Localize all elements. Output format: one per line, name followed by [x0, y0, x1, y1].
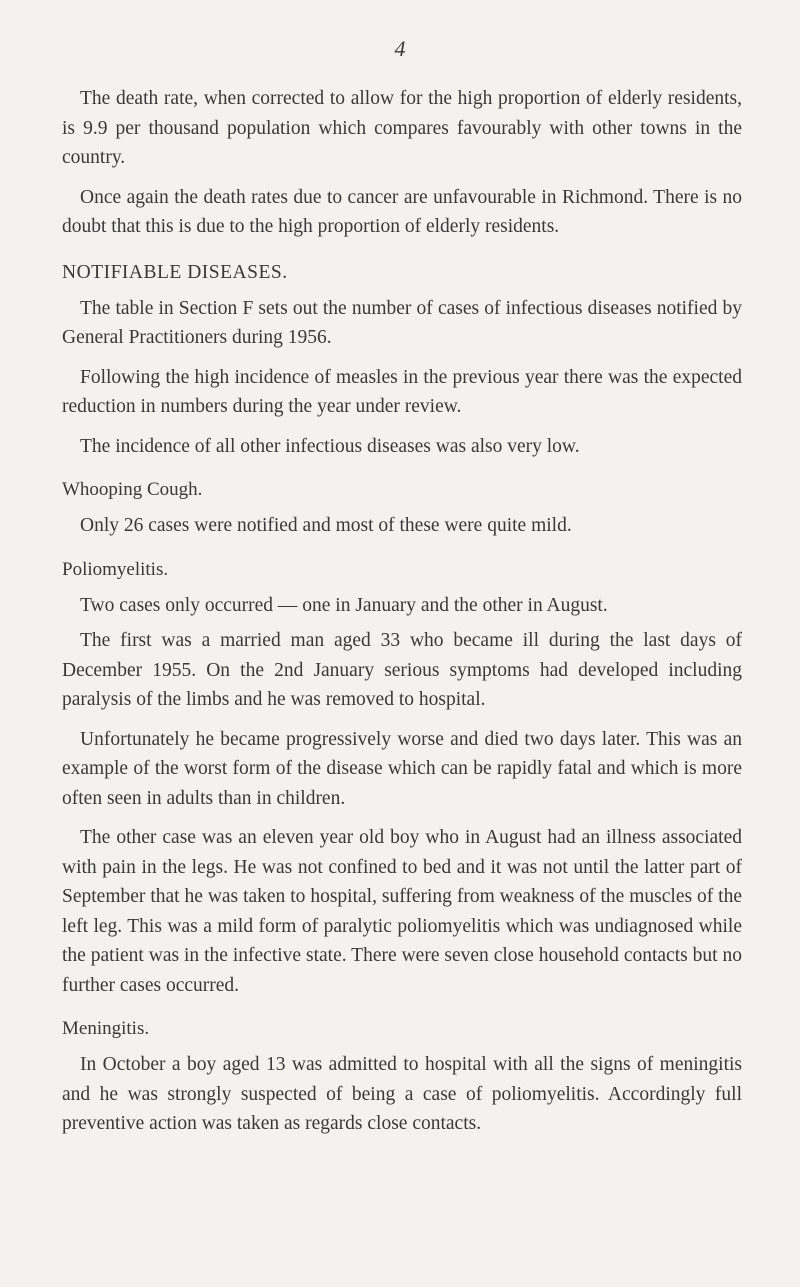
- subheading-poliomyelitis: Poliomyelitis.: [62, 558, 169, 580]
- intro-paragraph-cancer: Once again the death rates due to cancer are unfavourable in Richmond. There is no doubt that this is due to the high proportion of elderly residents.: [62, 186, 742, 237]
- polio-paragraph-first-case: The first was a married man aged 33 who became ill during the last days of December 1955. On the 2nd January serious symptoms had developed including paralysis of the limbs and he was removed to hospital.: [62, 630, 742, 710]
- polio-paragraph-second-case: The other case was an eleven year old boy who in August had an illness associated with pain in the legs. He was not confined to bed and it was not until the latter part of September that he was taken to hospital, suffering from weakness of the muscles of the left leg. This was a mild form of paralytic poliomyelitis which was undiagnosed while the patient was in the infective state. There were seven close household contacts but no further cases occurred.: [62, 827, 742, 996]
- whooping-cough-paragraph: Only 26 cases were notified and most of these were quite mild.: [80, 515, 572, 536]
- notifiable-paragraph-incidence: The incidence of all other infectious diseases was also very low.: [80, 435, 580, 457]
- page-content: [62, 84, 742, 1139]
- meningitis-paragraph: In October a boy aged 13 was admitted to hospital with all the signs of meningitis and he was strongly suspected of being a case of poliomyelitis. Accordingly full preventive action was taken as regards close contacts.: [62, 1054, 742, 1134]
- subheading-whooping-cough: Whooping Cough.: [62, 479, 203, 500]
- notifiable-paragraph-measles: Following the high incidence of measles in the previous year there was the expected reduction in numbers during the year under review.: [62, 366, 742, 417]
- polio-paragraph-outcome: Unfortunately he became progressively worse and died two days later. This was an example of the worst form of the disease which can be rapidly fatal and which is more often seen in adults than in children.: [62, 728, 742, 809]
- notifiable-paragraph-table: The table in Section F sets out the number of cases of infectious diseases notified by General Practitioners during 1956.: [62, 297, 742, 348]
- page-number: 4: [394, 36, 406, 61]
- intro-paragraph-death-rate: The death rate, when corrected to allow for the high proportion of elderly residents, is 9.9 per thousand population which compares favourably with other towns in the country.: [62, 88, 742, 168]
- polio-paragraph-cases: Two cases only occurred — one in January and the other in August.: [80, 594, 608, 616]
- subheading-meningitis: Meningitis.: [62, 1018, 150, 1039]
- section-heading-notifiable-diseases: NOTIFIABLE DISEASES.: [62, 261, 288, 283]
